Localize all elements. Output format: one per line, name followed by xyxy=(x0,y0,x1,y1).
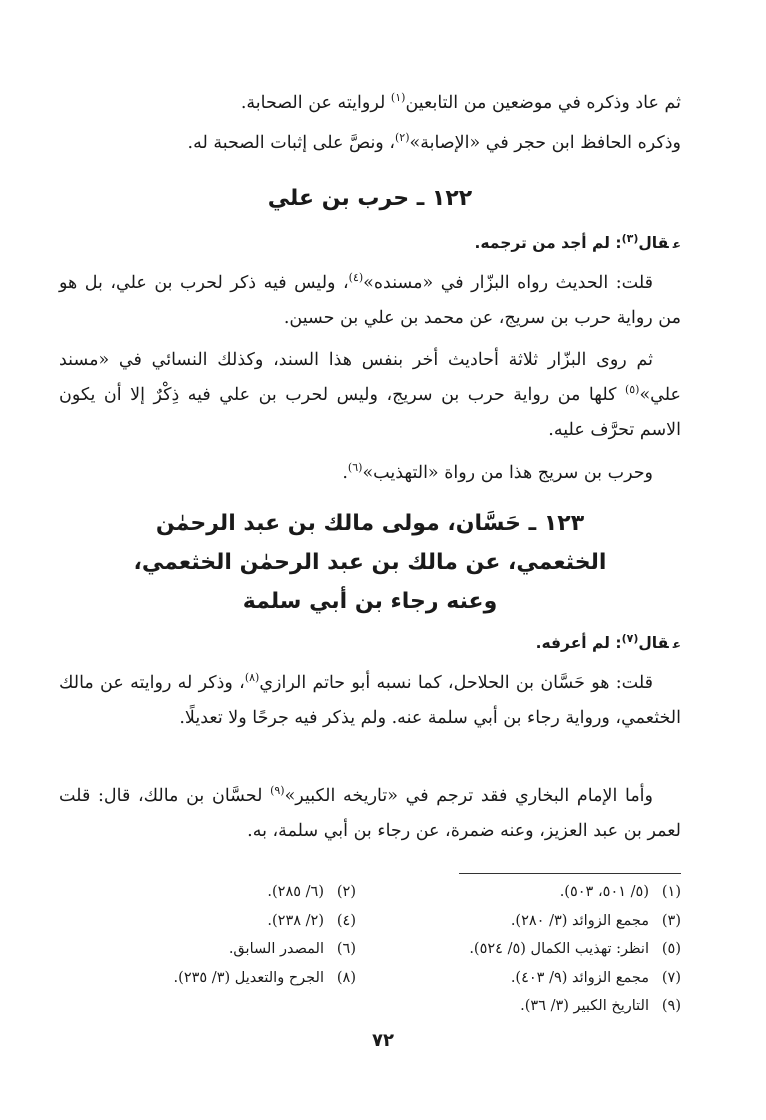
paragraph-text: قلت: الحديث رواه البزّار في «مسنده» xyxy=(363,273,653,293)
paragraph-text: ، وليس فيه ذكر لحرب بن علي، بل هو من رواية حرب بن سريج، عن محمد بن علي بن حسين. xyxy=(59,273,681,328)
footnote-number: (٣) xyxy=(661,912,681,929)
footnote-ref: (٨) xyxy=(244,671,260,685)
intro-line-2 xyxy=(59,126,681,161)
footnote-number: (٢) xyxy=(336,884,356,900)
footnote-number: (٨) xyxy=(336,969,356,986)
entry-marker: ع xyxy=(672,237,681,251)
footnote-item xyxy=(96,964,356,993)
intro-line-1-text-b: لروايته عن الصحابة. xyxy=(240,93,391,113)
footnote-item xyxy=(381,907,681,936)
footnote-text: انظر: تهذيب الكمال (٥/ ٥٢٤). xyxy=(469,941,649,957)
footnote-text: (٢/ ٢٣٨). xyxy=(267,912,324,929)
entry-122-paragraph-2 xyxy=(59,343,681,448)
entry-122-paragraph-3 xyxy=(59,456,681,491)
entry-marker: ع xyxy=(672,637,681,651)
footnote-ref: (٢) xyxy=(394,131,410,145)
footnote-ref: (٦) xyxy=(347,461,363,475)
footnote-ref: (٥) xyxy=(624,383,640,397)
footnote-text: (٥/ ٥٠١، ٥٠٣). xyxy=(559,884,649,900)
qala-text: : لم أعرفه. xyxy=(535,634,622,652)
entry-123-paragraph-2 xyxy=(59,779,681,849)
qala-text: : لم أجد من ترجمه. xyxy=(474,234,622,252)
intro-line-2-text-b: ، ونصَّ على إثبات الصحبة له. xyxy=(187,133,395,153)
footnote-text: (٦/ ٢٨٥). xyxy=(267,884,324,900)
page-number: ٧٢ xyxy=(372,1030,394,1051)
footnote-text: المصدر السابق. xyxy=(228,941,324,957)
intro-line-2-text-a: وذكره الحافظ ابن حجر في «الإصابة» xyxy=(409,133,681,153)
paragraph-text: كلها من رواية حرب بن سريج، وليس لحرب بن علي فيه ذِكْرٌ إلا أن يكون الاسم تحرَّف عليه. xyxy=(59,385,681,440)
footnotes-left-column xyxy=(96,878,356,992)
footnote-item xyxy=(96,907,356,936)
footnotes-right-column xyxy=(381,878,681,1021)
entry-123-heading-line-3: وعنه رجاء بن أبي سلمة xyxy=(242,589,498,614)
footnote-number: (٦) xyxy=(336,941,356,957)
entry-123-qala xyxy=(59,628,681,659)
footnote-ref: (٣) xyxy=(621,231,639,245)
intro-line-1-text-a: ثم عاد وذكره في موضعين من التابعين xyxy=(405,93,681,113)
footnote-item xyxy=(96,935,356,964)
footnote-text: مجمع الزوائد (٣/ ٢٨٠). xyxy=(510,912,649,929)
footnote-number: (١) xyxy=(661,884,681,900)
footnote-ref: (٩) xyxy=(270,784,285,798)
footnote-ref: (٤) xyxy=(348,271,364,285)
paragraph-text: . xyxy=(342,463,348,483)
footnote-item xyxy=(381,992,681,1021)
entry-123-heading-line-2: الخثعمي، عن مالك بن عبد الرحمٰن الخثعمي، xyxy=(133,550,607,575)
footnote-ref: (٧) xyxy=(621,631,639,645)
footnote-ref: (١) xyxy=(390,91,406,105)
footnote-item xyxy=(96,878,356,907)
footnote-number: (٤) xyxy=(336,912,356,929)
footnote-number: (٩) xyxy=(661,998,681,1014)
footnote-text: مجمع الزوائد (٩/ ٤٠٣). xyxy=(510,969,649,986)
footnote-item xyxy=(381,878,681,907)
paragraph-text: وحرب بن سريج هذا من رواة «التهذيب» xyxy=(362,463,653,483)
paragraph-text: قلت: هو حَسَّان بن الحلاحل، كما نسبه أبو حاتم الرازي xyxy=(259,673,653,693)
paragraph-text: وأما الإمام البخاري فقد ترجم في «تاريخه الكبير» xyxy=(284,786,653,806)
footnote-text: التاريخ الكبير (٣/ ٣٦). xyxy=(520,998,649,1014)
entry-123-paragraph-1 xyxy=(59,666,681,736)
footnote-item xyxy=(381,935,681,964)
entry-122-qala xyxy=(59,228,681,259)
footnote-number: (٧) xyxy=(661,969,681,986)
footnote-divider xyxy=(459,873,681,874)
paragraph-text: ، وذكر له روايته عن مالك الخثعمي، ورواية رجاء بن أبي سلمة عنه. ولم يذكر فيه جرحًا ولا تعديلًا. xyxy=(59,673,681,728)
paragraph-text: ثم روى البزّار ثلاثة أحاديث أخر بنفس هذا السند، وكذلك النسائي في «مسند علي» xyxy=(59,350,681,405)
intro-line-1 xyxy=(59,86,681,121)
entry-122-paragraph-1 xyxy=(59,266,681,336)
entry-122-heading: ١٢٢ ـ حرب بن علي xyxy=(267,186,473,211)
footnote-text: الجرح والتعديل (٣/ ٢٣٥). xyxy=(173,969,324,986)
qala-word: قال xyxy=(638,634,669,652)
footnote-number: (٥) xyxy=(661,941,681,957)
footnote-item xyxy=(381,964,681,993)
qala-word: قال xyxy=(638,234,669,252)
entry-123-heading-line-1: ١٢٣ ـ حَسَّان، مولى مالك بن عبد الرحمٰن xyxy=(155,511,585,536)
paragraph-text: لحسَّان بن مالك، قال: قلت لعمر بن عبد العزيز، وعنه ضمرة، عن رجاء بن أبي سلمة، به. xyxy=(59,786,681,841)
